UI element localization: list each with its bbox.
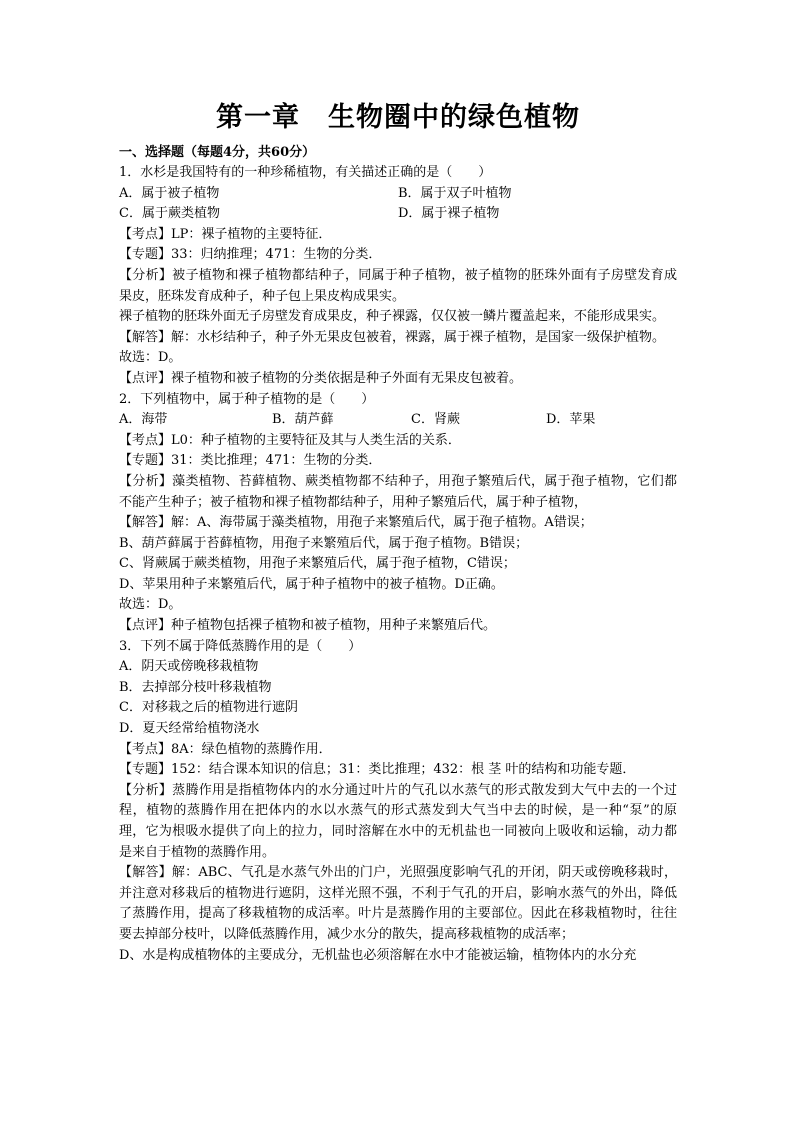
q2-option-a: A．海带: [119, 412, 168, 428]
chapter-title: [119, 100, 677, 136]
q3-option-b: B．去掉部分枝叶移栽植物: [119, 679, 272, 695]
document-page: [119, 100, 677, 966]
q3-option-c: C．对移栽之后的植物进行遮阴: [119, 700, 298, 716]
q2-dianping: 【点评】种子植物包括裸子植物和被子植物，用种子来繁殖后代。: [119, 618, 497, 634]
q3-kaodian: 【考点】8A：绿色植物的蒸腾作用．: [119, 741, 332, 757]
q3-fenxi: 【分析】蒸腾作用是指植物体内的水分通过叶片的气孔以水蒸气的形式散发到大气中去的一个过程，植物的蒸腾作用在把体内的水以水蒸气的形式蒸发到大气当中去的时候，是一种“泵”的原理，它为根吸水提供了向上的拉力，同时溶解在水中的无机盐也一同被向上吸收和运输，动力都是来自于植物的蒸腾作用。: [119, 782, 677, 860]
q2-stem: 2．下列植物中，属于种子植物的是（ ）: [119, 391, 375, 407]
q1-stem: 1．水杉是我国特有的一种珍稀植物，有关描述正确的是（ ）: [119, 165, 492, 180]
q1-kaodian: 【考点】LP：裸子植物的主要特征．: [119, 226, 332, 242]
q2-jieda-2: B、葫芦藓属于苔藓植物，用孢子来繁殖后代，属于孢子植物。B错误；: [119, 535, 529, 551]
q1-fenxi-1: 【分析】被子植物和裸子植物都结种子，同属于种子植物，被子植物的胚珠外面有子房壁发育成果皮，胚珠发育成种子，种子包上果皮构成果实。: [119, 267, 677, 304]
q1-jieda: 【解答】解：水杉结种子，种子外无果皮包被着，裸露，属于裸子植物，是国家一级保护植物。: [119, 329, 666, 345]
q1-option-c: C．属于蕨类植物: [119, 206, 220, 222]
q2-option-c: C．肾蕨: [411, 412, 460, 428]
q2-option-b: B．葫芦藓: [272, 412, 334, 428]
q2-kaodian: 【考点】L0：种子植物的主要特征及其与人类生活的关系．: [119, 432, 461, 448]
q1-answer: 故选：D。: [119, 350, 182, 366]
q2-jieda-3: C、肾蕨属于蕨类植物，用孢子来繁殖后代，属于孢子植物，C错误；: [119, 556, 516, 572]
chapter-name: 生物圈中的绿色植物: [328, 102, 580, 133]
q1-option-b: B．属于双子叶植物: [398, 185, 512, 201]
q2-jieda-1: 【解答】解：A、海带属于藻类植物，用孢子来繁殖后代，属于孢子植物。A错误；: [119, 515, 593, 531]
q1-zhuanti: 【专题】33：归纳推理；471：生物的分类．: [119, 247, 382, 263]
q1-options-row1: [119, 184, 677, 205]
q1-dianping: 【点评】裸子植物和被子植物的分类依据是种子外面有无果皮包被着。: [119, 370, 523, 386]
q1-option-d: D．属于裸子植物: [398, 206, 500, 222]
q1-fenxi-2: 裸子植物的胚珠外面无子房壁发育成果皮，种子裸露，仅仅被一鳞片覆盖起来，不能形成果实。: [119, 309, 666, 325]
q3-jieda-1: 【解答】解：ABC、气孔是水蒸气外出的门户，光照强度影响气孔的开闭，阴天或傍晚移栽时，并注意对移栽后的植物进行遮阴，这样光照不强，不利于气孔的开启，影响水蒸气的外出，降低了蒸腾作用，提高了移栽植物的成活率。叶片是蒸腾作用的主要部位。因此在移栽植物时，往往要去掉部分枝叶，以降低蒸腾作用，减少水分的散失，提高移栽植物的成活率；: [119, 865, 677, 942]
q3-stem: 3．下列不属于降低蒸腾作用的是（ ）: [119, 638, 362, 654]
q1-option-a: A．属于被子植物: [119, 185, 220, 201]
q2-options: [119, 410, 677, 431]
q3-jieda-2: D、水是构成植物体的主要成分，无机盐也必须溶解在水中才能被运输，植物体内的水分充: [119, 947, 637, 963]
q3-option-a: A．阴天或傍晚移栽植物: [119, 659, 259, 675]
q3-zhuanti: 【专题】152：结合课本知识的信息；31：类比推理；432：根 茎 叶的结构和功能专题．: [119, 762, 636, 778]
q2-zhuanti: 【专题】31：类比推理；471：生物的分类．: [119, 453, 382, 469]
chapter-number: 第一章: [216, 102, 300, 133]
section-heading: 一、选择题（每题4分，共60分）: [119, 145, 316, 160]
q2-answer: 故选：D。: [119, 597, 182, 613]
q1-options-row2: [119, 204, 677, 225]
q2-jieda-4: D、苹果用种子来繁殖后代，属于种子植物中的被子植物。D正确。: [119, 576, 504, 592]
q3-option-d: D．夏天经常给植物浇水: [119, 721, 260, 737]
q2-fenxi: 【分析】藻类植物、苔藓植物、蕨类植物都不结种子，用孢子繁殖后代，属于孢子植物，它们都不能产生种子；被子植物和裸子植物都结种子，用种子繁殖后代，属于种子植物，: [119, 473, 677, 510]
q2-option-d: D．苹果: [546, 412, 596, 428]
